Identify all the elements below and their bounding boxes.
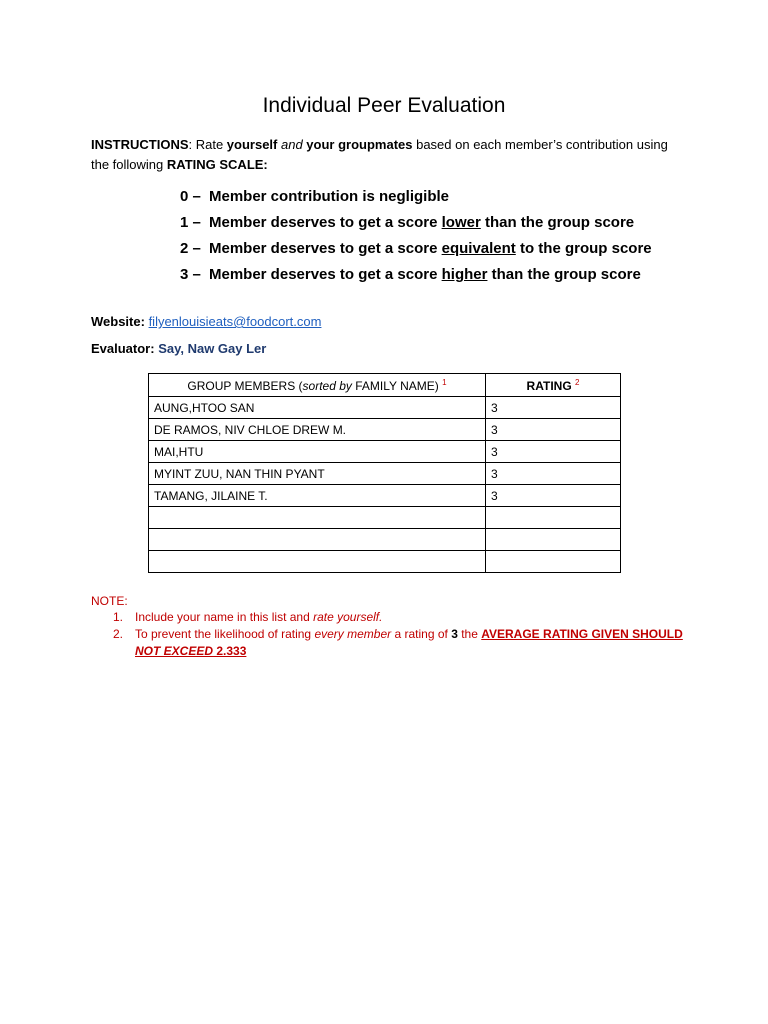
table-row	[149, 463, 621, 485]
member-rating	[486, 507, 621, 529]
table-header-row	[149, 374, 621, 397]
website-link[interactable]: filyenlouisieats@foodcort.com	[148, 314, 322, 329]
header-group-members: GROUP MEMBERS (sorted by FAMILY NAME) $^1$	[149, 374, 486, 397]
table-row	[149, 529, 621, 551]
member-rating: 3	[486, 441, 621, 463]
instructions-text-2: based on each member’s contribution using the following	[91, 137, 668, 172]
instructions-text-1: : Rate	[188, 137, 227, 152]
instructions-yourself: yourself	[226, 137, 278, 152]
table-row	[149, 507, 621, 529]
rating-scale-item: 1 – Member deserves to get a score lower than the group score	[180, 214, 635, 231]
instructions-rating-scale: RATING SCALE:	[166, 157, 268, 172]
rating-scale-item: 2 – Member deserves to get a score equivalent to the group score	[180, 240, 652, 257]
rating-scale-item: 3 – Member deserves to get a score higher than the group score	[180, 266, 641, 283]
member-rating: 3	[486, 397, 621, 419]
table-row	[149, 397, 621, 419]
member-rating	[486, 551, 621, 573]
member-name: MYINT ZUU, NAN THIN PYANT	[149, 463, 486, 485]
website-label: Website:	[91, 314, 149, 329]
table-row	[149, 419, 621, 441]
note-list	[91, 609, 691, 660]
member-name: TAMANG, JILAINE T.	[149, 485, 486, 507]
evaluator-label: Evaluator:	[91, 341, 159, 356]
member-name: DE RAMOS, NIV CHLOE DREW M.	[149, 419, 486, 441]
member-rating: 3	[486, 485, 621, 507]
member-name	[149, 529, 486, 551]
instructions-label: INSTRUCTIONS	[91, 137, 189, 152]
instructions-and: and	[277, 137, 307, 152]
page-title: Individual Peer Evaluation	[262, 94, 506, 117]
note-item: 2. To prevent the likelihood of rating every member a rating of 3 the AVERAGE RATING GIVEN SHOULD NOT EXCEED 2.333	[113, 627, 683, 658]
rating-scale-item: 0 – Member contribution is negligible	[180, 188, 450, 205]
website-line	[91, 314, 321, 329]
note-item: 1. Include your name in this list and rate yourself.	[113, 610, 383, 624]
rating-scale-list	[180, 184, 700, 288]
table-row	[149, 551, 621, 573]
evaluator-name: Say, Naw Gay Ler	[158, 341, 267, 356]
member-name	[149, 507, 486, 529]
table-row	[149, 441, 621, 463]
instructions-groupmates: your groupmates	[306, 137, 413, 152]
member-name: MAI,HTU	[149, 441, 486, 463]
instructions	[91, 135, 671, 175]
note-label: NOTE:	[91, 594, 128, 608]
member-name	[149, 551, 486, 573]
evaluator-line	[91, 341, 266, 356]
member-name: AUNG,HTOO SAN	[149, 397, 486, 419]
member-rating	[486, 529, 621, 551]
member-rating: 3	[486, 463, 621, 485]
table-row	[149, 485, 621, 507]
note-section	[91, 594, 691, 660]
group-members-table	[148, 373, 621, 573]
member-rating: 3	[486, 419, 621, 441]
header-rating: RATING $^2$	[486, 374, 621, 397]
